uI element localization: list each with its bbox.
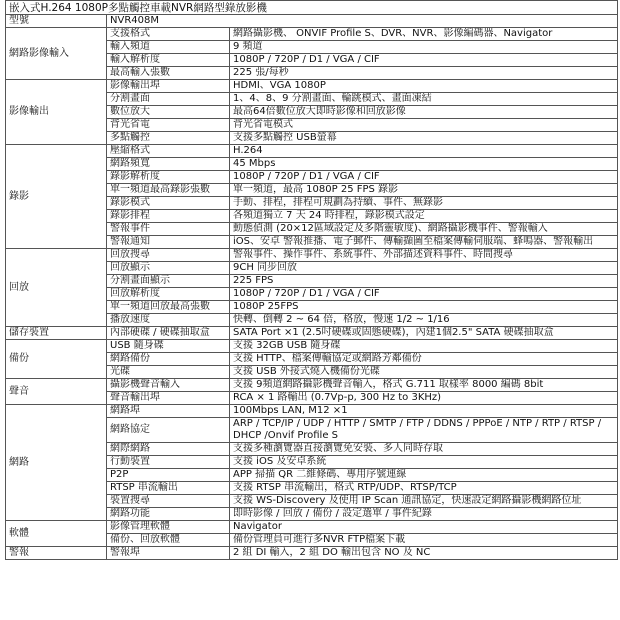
spec-value: 支援 HTTP、檔案傳輸協定或網路芳鄰備份 bbox=[230, 353, 618, 366]
spec-value: 225 FPS bbox=[230, 275, 618, 288]
spec-value: 支援 9頻道網路攝影機聲音輸入，格式 G.711 取樣率 8000 編碼 8bit bbox=[230, 379, 618, 392]
spec-value: H.264 bbox=[230, 145, 618, 158]
spec-value: iOS、安卓 警報推播、電子郵件、傳輸擷圖至檔案傳輸伺服端、蜂鳴器、警報輸出 bbox=[230, 236, 618, 249]
spec-item: 多點觸控 bbox=[107, 132, 230, 145]
spec-value: 1080P / 720P / D1 / VGA / CIF bbox=[230, 54, 618, 67]
spec-item: 輸入頻道 bbox=[107, 41, 230, 54]
spec-item: 行動裝置 bbox=[107, 456, 230, 469]
spec-item: 網路埠 bbox=[107, 405, 230, 418]
spec-row bbox=[6, 340, 618, 353]
spec-value: 支援 USB 外接式燒入機備份光碟 bbox=[230, 366, 618, 379]
spec-item: 播放速度 bbox=[107, 314, 230, 327]
model-value: NVR408M bbox=[107, 15, 618, 28]
spec-item: P2P bbox=[107, 469, 230, 482]
spec-item: 背光省電 bbox=[107, 119, 230, 132]
spec-value: Navigator bbox=[230, 521, 618, 534]
spec-value: 網路攝影機、 ONVIF Profile S、DVR、NVR、影像編碼器、Navigator bbox=[230, 28, 618, 41]
spec-value: HDMI、VGA 1080P bbox=[230, 80, 618, 93]
spec-item: 備份、回放軟體 bbox=[107, 534, 230, 547]
spec-item: USB 隨身碟 bbox=[107, 340, 230, 353]
spec-value: 支援多點觸控 USB螢幕 bbox=[230, 132, 618, 145]
spec-value: 單一頻道，最高 1080P 25 FPS 錄影 bbox=[230, 184, 618, 197]
spec-value: 100Mbps LAN, M12 ×1 bbox=[230, 405, 618, 418]
spec-value: 1080P / 720P / D1 / VGA / CIF bbox=[230, 171, 618, 184]
spec-row bbox=[6, 28, 618, 41]
spec-item: 最高輸入張數 bbox=[107, 67, 230, 80]
spec-value: 1、4、8、9 分割畫面、輪跳模式、畫面凍結 bbox=[230, 93, 618, 106]
section-category: 影像輸出 bbox=[6, 80, 107, 145]
spec-item: 光碟 bbox=[107, 366, 230, 379]
spec-item: 網路協定 bbox=[107, 418, 230, 443]
spec-item: 單一頻道回放最高張數 bbox=[107, 301, 230, 314]
spec-value: ARP / TCP/IP / UDP / HTTP / SMTP / FTP / DDNS / PPPoE / NTP / RTP / RTSP / DHCP /Onvif Profile S bbox=[230, 418, 618, 443]
section-category: 網路影像輸入 bbox=[6, 28, 107, 80]
sheet-title: 嵌入式H.264 1080P多點觸控車載NVR網路型錄放影機 bbox=[6, 1, 618, 15]
spec-value: 快轉、倒轉 2 ~ 64 倍，格放，慢速 1/2 ~ 1/16 bbox=[230, 314, 618, 327]
spec-value: 支援 32GB USB 隨身碟 bbox=[230, 340, 618, 353]
spec-value: 2 組 DI 輸入，2 組 DO 輸出包含 NO 及 NC bbox=[230, 547, 618, 560]
spec-value: 各頻道獨立 7 天 24 時排程，錄影模式設定 bbox=[230, 210, 618, 223]
spec-row bbox=[6, 80, 618, 93]
spec-item: 錄影模式 bbox=[107, 197, 230, 210]
model-row bbox=[6, 15, 618, 28]
spec-value: 警報事件、操作事件、系統事件、外部描述資料事件、時間搜尋 bbox=[230, 249, 618, 262]
spec-sheet bbox=[5, 0, 617, 560]
spec-item: 警報通知 bbox=[107, 236, 230, 249]
section-category: 備份 bbox=[6, 340, 107, 379]
spec-item: 錄影排程 bbox=[107, 210, 230, 223]
section-category: 儲存裝置 bbox=[6, 327, 107, 340]
spec-value: 備份管理員可進行多NVR FTP檔案下載 bbox=[230, 534, 618, 547]
spec-value: 最高64倍數位放大即時影像和回放影像 bbox=[230, 106, 618, 119]
spec-item: 回放搜尋 bbox=[107, 249, 230, 262]
spec-item: 數位放大 bbox=[107, 106, 230, 119]
spec-item: 攝影機聲音輸入 bbox=[107, 379, 230, 392]
spec-value: RCA × 1 路輸出 (0.7Vp-p, 300 Hz to 3KHz) bbox=[230, 392, 618, 405]
spec-value: 45 Mbps bbox=[230, 158, 618, 171]
spec-item: 錄影解析度 bbox=[107, 171, 230, 184]
spec-value: 支援 WS-Discovery 及使用 IP Scan 通訊協定，快速設定網路攝影機網路位址 bbox=[230, 495, 618, 508]
spec-item: 單一頻道最高錄影張數 bbox=[107, 184, 230, 197]
spec-item: 網路頻寬 bbox=[107, 158, 230, 171]
spec-item: 分割畫面 bbox=[107, 93, 230, 106]
spec-item: 警報事件 bbox=[107, 223, 230, 236]
spec-value: 支援多種瀏覽器直接瀏覽免安裝、多人同時存取 bbox=[230, 443, 618, 456]
spec-row bbox=[6, 249, 618, 262]
spec-row bbox=[6, 521, 618, 534]
spec-item: 內部硬碟 / 硬碟抽取盒 bbox=[107, 327, 230, 340]
spec-value: 支援 iOS 及安卓系統 bbox=[230, 456, 618, 469]
spec-item: 裝置搜尋 bbox=[107, 495, 230, 508]
spec-item: RTSP 串流輸出 bbox=[107, 482, 230, 495]
spec-value: 225 張/每秒 bbox=[230, 67, 618, 80]
section-category: 警報 bbox=[6, 547, 107, 560]
spec-table bbox=[5, 0, 618, 560]
section-category: 軟體 bbox=[6, 521, 107, 547]
spec-item: 影像輸出埠 bbox=[107, 80, 230, 93]
spec-item: 回放解析度 bbox=[107, 288, 230, 301]
spec-row bbox=[6, 145, 618, 158]
spec-row bbox=[6, 405, 618, 418]
spec-item: 網路功能 bbox=[107, 508, 230, 521]
spec-item: 影像管理軟體 bbox=[107, 521, 230, 534]
spec-value: 背光省電模式 bbox=[230, 119, 618, 132]
spec-row bbox=[6, 327, 618, 340]
spec-item: 網路備份 bbox=[107, 353, 230, 366]
title-row bbox=[6, 1, 618, 15]
spec-value: 9 頻道 bbox=[230, 41, 618, 54]
spec-item: 聲音輸出埠 bbox=[107, 392, 230, 405]
spec-row bbox=[6, 547, 618, 560]
spec-value: APP 掃描 QR 二維條碼、專用序號連線 bbox=[230, 469, 618, 482]
spec-value: 1080P 25FPS bbox=[230, 301, 618, 314]
spec-item: 警報埠 bbox=[107, 547, 230, 560]
spec-item: 回放顯示 bbox=[107, 262, 230, 275]
spec-item: 支援格式 bbox=[107, 28, 230, 41]
spec-value: 1080P / 720P / D1 / VGA / CIF bbox=[230, 288, 618, 301]
section-category: 錄影 bbox=[6, 145, 107, 249]
spec-row bbox=[6, 379, 618, 392]
spec-item: 分割畫面顯示 bbox=[107, 275, 230, 288]
spec-item: 網際網路 bbox=[107, 443, 230, 456]
model-label: 型號 bbox=[6, 15, 107, 28]
spec-item: 輸入解析度 bbox=[107, 54, 230, 67]
spec-value: 即時影像 / 回放 / 備份 / 設定選單 / 事件紀錄 bbox=[230, 508, 618, 521]
spec-value: SATA Port ×1 (2.5吋硬碟或固態硬碟)，內建1個2.5" SATA 硬碟抽取盒 bbox=[230, 327, 618, 340]
spec-value: 手動、排程，排程可規劃為持續、事件、無錄影 bbox=[230, 197, 618, 210]
section-category: 聲音 bbox=[6, 379, 107, 405]
section-category: 回放 bbox=[6, 249, 107, 327]
spec-value: 9CH 同步回放 bbox=[230, 262, 618, 275]
spec-value: 動態偵測 (20×12區域設定及多階靈敏度)、網路攝影機事件、警報輸入 bbox=[230, 223, 618, 236]
spec-item: 壓縮格式 bbox=[107, 145, 230, 158]
section-category: 網路 bbox=[6, 405, 107, 521]
spec-value: 支援 RTSP 串流輸出，格式 RTP/UDP、RTSP/TCP bbox=[230, 482, 618, 495]
